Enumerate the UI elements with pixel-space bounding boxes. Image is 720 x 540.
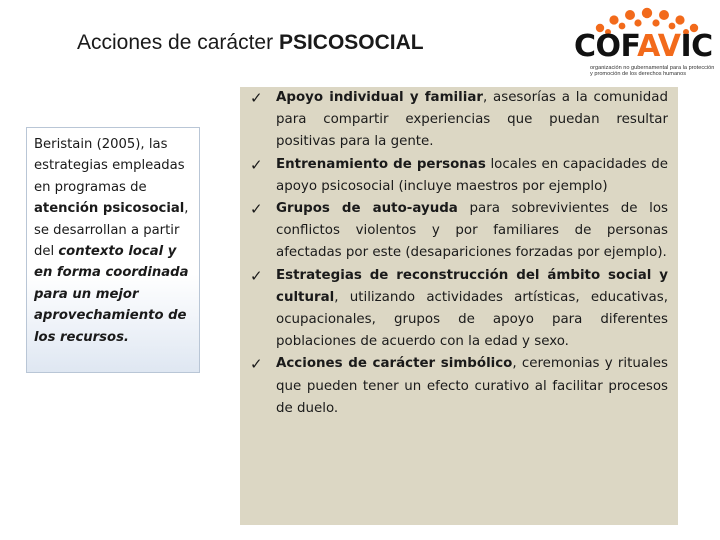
item-lead: Apoyo individual y familiar — [276, 90, 483, 105]
check-icon: ✓ — [250, 200, 263, 219]
list-item — [250, 265, 668, 354]
logo-tagline-2: y promoción de los derechos humanos — [590, 71, 687, 78]
item-lead: Estrategias de reconstrucción del ámbito social y cultural — [276, 267, 668, 305]
page-title-bold: PSICOSOCIAL — [278, 31, 424, 54]
item-text: para sobrevivientes de los conflictos violentos y por familiares de personas afectadas por este (desapariciones forzadas por ejemplo). — [276, 201, 669, 261]
item-text: , ceremonias y rituales que pueden tener un efecto curativo al facilitar procesos de duelo. — [276, 356, 668, 416]
logo-wordmark — [574, 29, 713, 64]
page-title-plain: Acciones de carácter — [77, 31, 279, 54]
left-quote-box — [26, 127, 200, 373]
logo-word-c: IC — [680, 29, 713, 64]
list-item — [250, 353, 668, 420]
check-icon: ✓ — [250, 155, 263, 174]
cofavic-logo — [570, 6, 718, 80]
left-text-3: , se desarrollan a partir del — [34, 201, 189, 260]
actions-box — [240, 87, 678, 525]
item-lead: Acciones de carácter simbólico — [276, 356, 513, 372]
logo-word-a: COF — [574, 29, 638, 64]
logo-tagline-1: organización no gubernamental para la protección — [590, 65, 715, 71]
list-item — [250, 198, 668, 265]
logo-tagline — [590, 65, 718, 77]
check-icon: ✓ — [250, 355, 263, 374]
item-lead: Grupos de auto-ayuda — [276, 201, 458, 217]
left-text-4: contexto local y en forma coordinada para un mejor aprovechamiento de los recursos. — [34, 244, 189, 345]
item-text: locales en capacidades de apoyo psicosocial (incluye maestros por ejemplo) — [276, 156, 668, 194]
actions-list — [250, 87, 668, 420]
check-icon: ✓ — [250, 89, 263, 107]
logo-word-b: AV — [637, 29, 681, 64]
item-text: , utilizando actividades artísticas, educativas, ocupacionales, grupos de apoyo para diferentes poblaciones de acuerdo con la edad y sexo. — [276, 289, 668, 350]
item-lead: Entrenamiento de personas — [276, 156, 486, 172]
list-item — [250, 87, 668, 154]
item-text: , asesorías a la comunidad para compartir experiencias que puedan resultar positivas para la gente. — [276, 90, 668, 150]
list-item — [250, 154, 668, 198]
check-icon: ✓ — [250, 266, 263, 285]
page-title — [77, 31, 424, 55]
left-text-1: Beristain (2005), las estrategias empleadas en programas de — [34, 137, 185, 195]
left-text-2: atención psicosocial — [34, 201, 185, 217]
